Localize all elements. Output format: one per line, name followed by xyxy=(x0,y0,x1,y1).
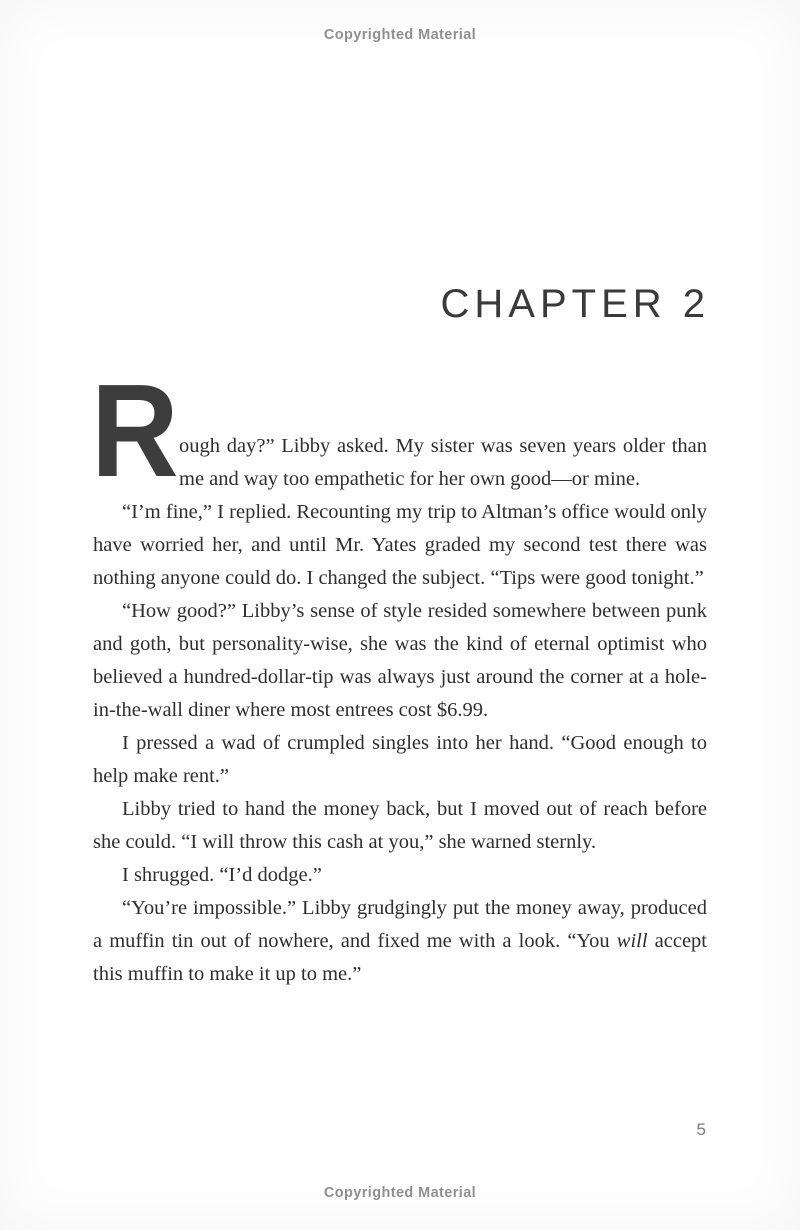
paragraph-6: I shrugged. “I’d dodge.” xyxy=(122,864,322,886)
paragraph-7-italic-word: will xyxy=(616,930,648,952)
copyright-notice-bottom: Copyrighted Material xyxy=(323,1185,477,1201)
paragraph-2: “I’m fine,” I replied. Recounting my trip to Altman’s office would only have worried her, and until Mr. Yates graded my second test there was nothing anyone could do. I changed the subject. “Tips were good tonight.” xyxy=(93,501,707,589)
body-text-block xyxy=(91,357,707,991)
paragraph-7-text-before: “You’re impossible.” Libby grudgingly put the money away, produced a muffin tin out of nowhere, and fixed me with a look. “You xyxy=(93,897,707,952)
page-number: 5 xyxy=(696,1120,706,1139)
copyright-notice-top: Copyrighted Material xyxy=(323,27,477,43)
paragraph-5: Libby tried to hand the money back, but I moved out of reach before she could. “I will throw this cash at you,” she warned sternly. xyxy=(93,798,707,853)
paragraph-4: I pressed a wad of crumpled singles into her hand. “Good enough to help make rent.” xyxy=(93,732,707,787)
dropcap-letter: R xyxy=(91,357,179,504)
paragraph-1-text: ough day?” Libby asked. My sister was seven years older than me and way too empathetic for her own good—or mine. xyxy=(179,435,707,490)
paragraph-7 xyxy=(93,892,707,991)
chapter-title: CHAPTER 2 xyxy=(440,282,710,326)
paragraph-7-text-after: accept this muffin to make it up to me.” xyxy=(93,930,707,985)
paragraph-1 xyxy=(91,357,707,504)
paragraph-3: “How good?” Libby’s sense of style resided somewhere between punk and goth, but personality-wise, she was the kind of eternal optimist who believed a hundred-dollar-tip was always just around the corner at a hole-in-the-wall diner where most entrees cost $6.99. xyxy=(93,600,707,721)
